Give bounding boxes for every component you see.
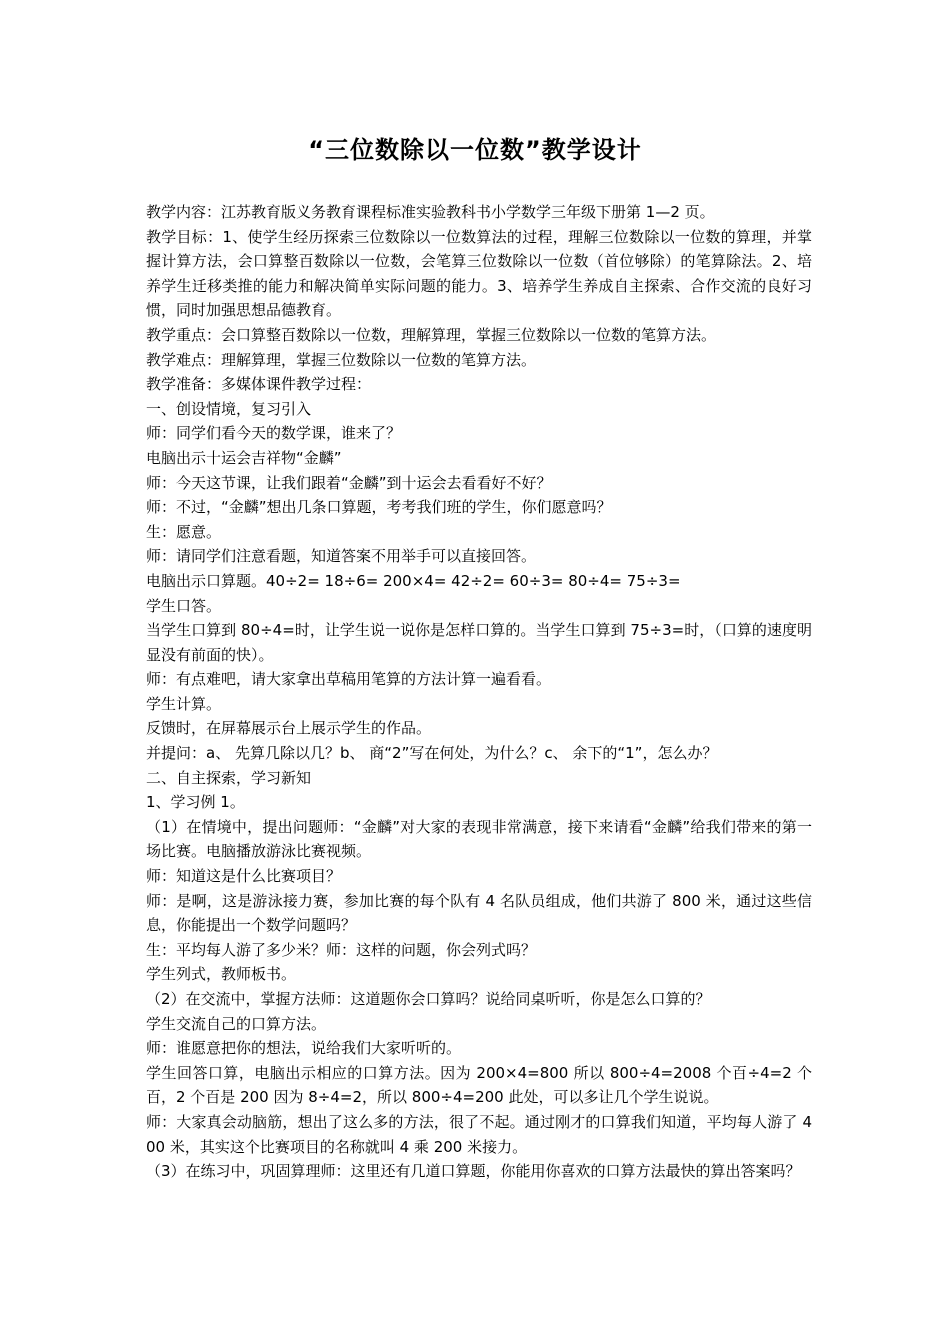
- paragraph: 1、学习例 1。: [146, 793, 245, 812]
- paragraph: 师：不过，“金麟”想出几条口算题，考考我们班的学生，你们愿意吗？: [146, 498, 612, 517]
- paragraph: 生：愿意。: [146, 522, 222, 541]
- paragraph: 师：今天这节课，让我们跟着“金麟”到十运会去看看好不好？: [146, 473, 552, 492]
- paragraph: 学生交流自己的口算方法。: [146, 1014, 327, 1033]
- section-heading: 二、自主探索，学习新知: [146, 768, 312, 787]
- paragraph: 师：同学们看今天的数学课，谁来了？: [146, 424, 402, 443]
- paragraph: 教学准备：多媒体课件教学过程：: [146, 375, 372, 394]
- paragraph: 生：平均每人游了多少米？师：这样的问题，你会列式吗？: [146, 940, 537, 959]
- paragraph: 教学内容：江苏教育版义务教育课程标准实验教科书小学数学三年级下册第 1—2 页。: [146, 203, 715, 221]
- paragraph: 学生列式，教师板书。: [146, 965, 297, 984]
- document-body: [146, 200, 812, 1184]
- paragraph: 师：谁愿意把你的想法，说给我们大家听听的。: [146, 1039, 462, 1058]
- paragraph: 电脑出示口算题。40÷2= 18÷6= 200×4= 42÷2= 60÷3= 80÷4= 75÷3=: [146, 571, 681, 590]
- paragraph: 师：大家真会动脑筋，想出了这么多的方法，很了不起。通过刚才的口算我们知道，平均每人游了 400 米，其实这个比赛项目的名称就叫 4 乘 200 米接力。: [146, 1112, 812, 1156]
- paragraph: 师：请同学们注意看题，知道答案不用举手可以直接回答。: [146, 547, 537, 566]
- paragraph: 教学重点：会口算整百数除以一位数，理解算理，掌握三位数除以一位数的笔算方法。: [146, 325, 717, 344]
- paragraph: 反馈时，在屏幕展示台上展示学生的作品。: [146, 719, 432, 738]
- paragraph: 教学难点：理解算理，掌握三位数除以一位数的笔算方法。: [146, 350, 537, 369]
- paragraph: 师：是啊，这是游泳接力赛，参加比赛的每个队有 4 名队员组成，他们共游了 800 米，通过这些信息，你能提出一个数学问题吗？: [146, 891, 812, 935]
- section-heading: 一、创设情境，复习引入: [146, 399, 312, 418]
- paragraph: 并提问：a、 先算几除以几？b、 商“2”写在何处，为什么？c、 余下的“1”，怎么办？: [146, 744, 718, 763]
- paragraph: （1）在情境中，提出问题师：“金麟”对大家的表现非常满意，接下来请看“金麟”给我们带来的第一场比赛。电脑播放游泳比赛视频。: [146, 817, 812, 861]
- paragraph: 师：知道这是什么比赛项目？: [146, 867, 342, 886]
- paragraph: 学生计算。: [146, 694, 222, 713]
- paragraph: 当学生口算到 80÷4=时，让学生说一说你是怎样口算的。当学生口算到 75÷3=时，（口算的速度明显没有前面的快）。: [146, 621, 812, 664]
- paragraph: 电脑出示十运会吉祥物“金麟”: [146, 448, 342, 467]
- paragraph: 教学目标：1、使学生经历探索三位数除以一位数算法的过程，理解三位数除以一位数的算理，并掌握计算方法，会口算整百数除以一位数，会笔算三位数除以一位数（首位够除）的笔算除法。2、培养学生迁移类推的能力和解决简单实际问题的能力。3、培养学生养成自主探索、合作交流的良好习惯，同时加强思想品德教育。: [146, 227, 812, 320]
- paragraph: 师：有点难吧，请大家拿出草稿用笔算的方法计算一遍看看。: [146, 670, 552, 689]
- paragraph: 学生口答。: [146, 596, 222, 615]
- paragraph: （2）在交流中，掌握方法师：这道题你会口算吗？说给同桌听听，你是怎么口算的？: [146, 990, 711, 1008]
- paragraph: （3）在练习中，巩固算理师：这里还有几道口算题，你能用你喜欢的口算方法最快的算出答案吗？: [146, 1162, 801, 1181]
- document-title: “三位数除以一位数”教学设计: [308, 136, 642, 164]
- paragraph: 学生回答口算，电脑出示相应的口算方法。因为 200×4=800 所以 800÷4=2008 个百÷4=2 个百，2 个百是 200 因为 8÷4=2，所以 800÷4=200 此处，可以多让几个学生说说。: [146, 1063, 812, 1107]
